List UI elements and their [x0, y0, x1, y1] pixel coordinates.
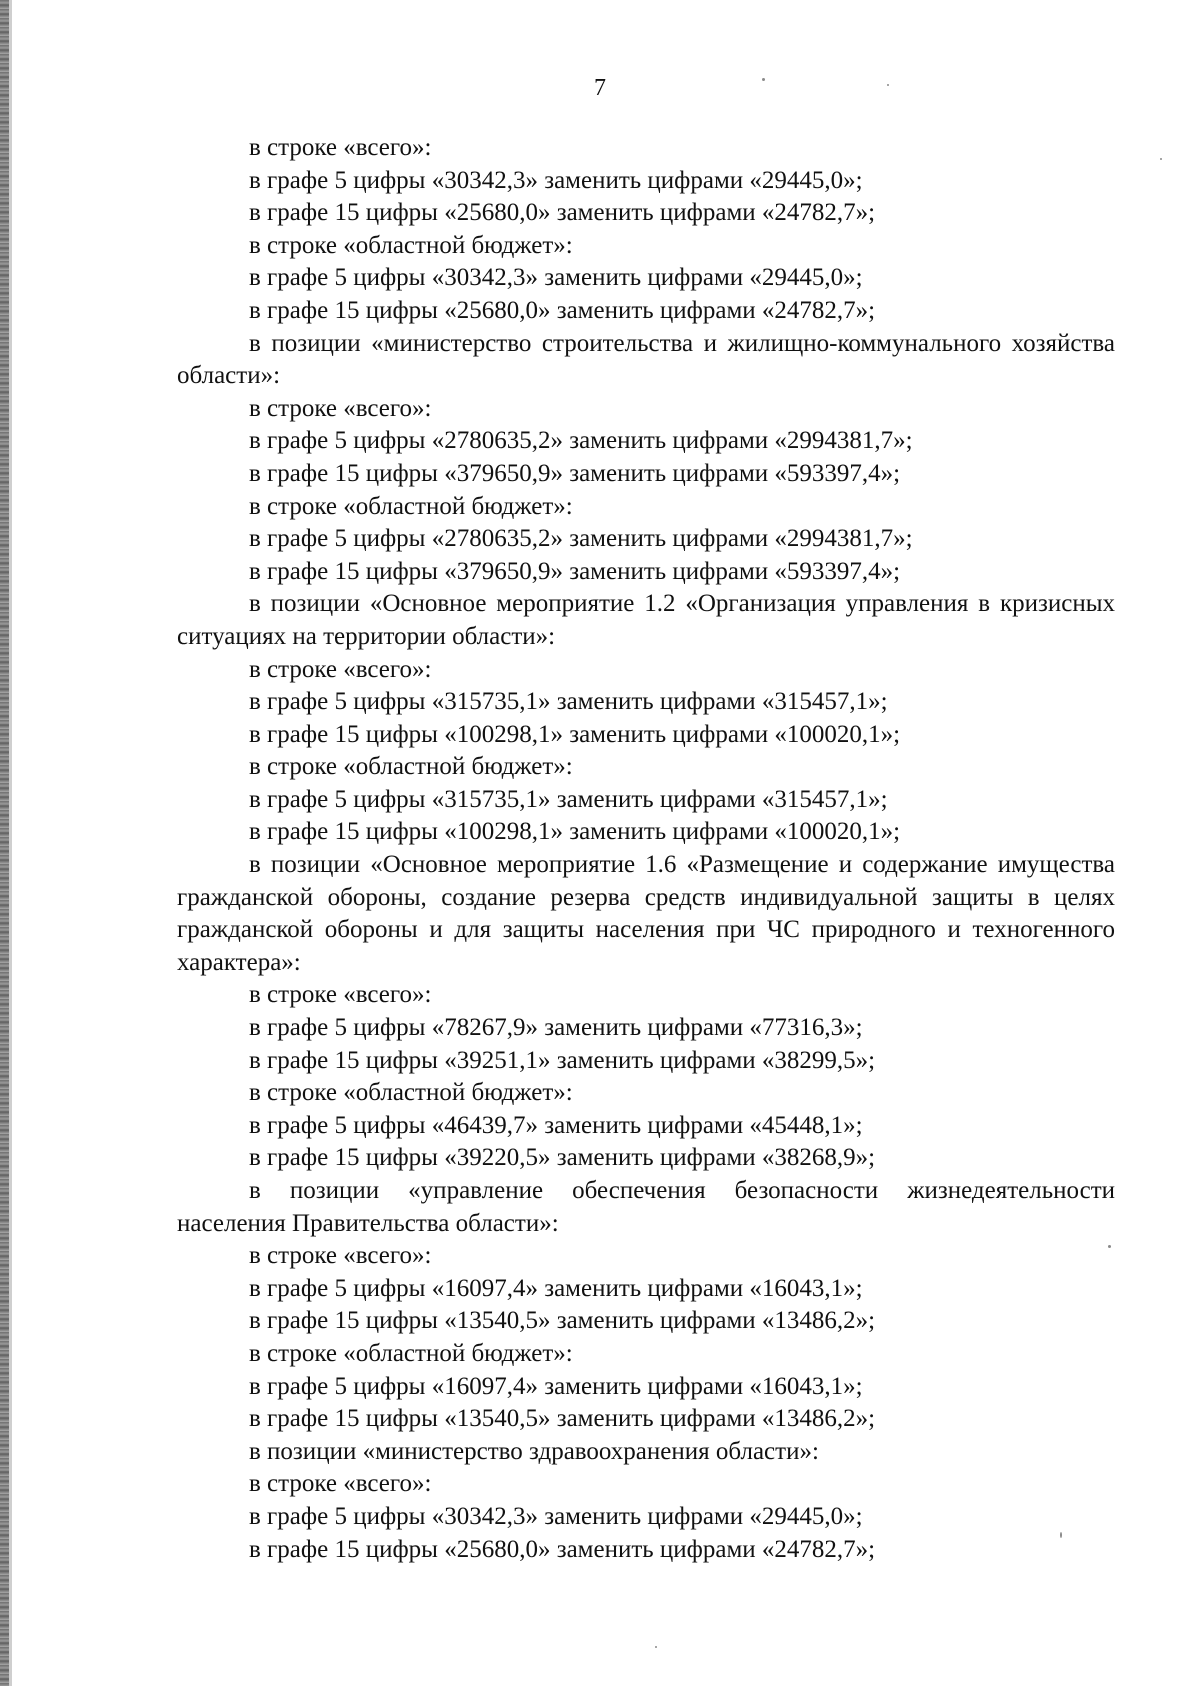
text-line: в строке «всего»: [249, 981, 432, 1009]
text-line: в строке «областной бюджет»: [249, 1339, 573, 1367]
text-line: области»: [177, 362, 281, 390]
text-line: в графе 5 цифры «315735,1» заменить цифрами «315457,1»; [249, 785, 888, 813]
text-line: в графе 5 цифры «2780635,2» заменить цифрами «2994381,7»; [249, 525, 913, 553]
text-line: в графе 15 цифры «100298,1» заменить цифрами «100020,1»; [249, 720, 901, 748]
page-number: 7 [594, 75, 606, 101]
text-line: в строке «всего»: [249, 1470, 432, 1498]
text-line: в графе 5 цифры «16097,4» заменить цифрами «16043,1»; [249, 1274, 863, 1302]
text-line: в графе 15 цифры «13540,5» заменить цифрами «13486,2»; [249, 1307, 876, 1335]
scan-speck [887, 84, 889, 86]
text-line: в позиции «министерство здравоохранения области»: [249, 1437, 819, 1465]
text-line: в графе 5 цифры «30342,3» заменить цифрами «29445,0»; [249, 264, 863, 292]
text-line: гражданской обороны, создание резерва средств индивидуальной защиты в целях [177, 883, 1115, 911]
text-line: в графе 5 цифры «46439,7» заменить цифрами «45448,1»; [249, 1111, 863, 1139]
text-line: в строке «областной бюджет»: [249, 492, 573, 520]
text-line: характера»: [177, 948, 301, 976]
text-line: в графе 5 цифры «16097,4» заменить цифрами «16043,1»; [249, 1372, 863, 1400]
scan-speck [762, 78, 765, 81]
text-line: в графе 5 цифры «2780635,2» заменить цифрами «2994381,7»; [249, 427, 913, 455]
scan-speck [1060, 1532, 1062, 1538]
scan-speck [1108, 1245, 1111, 1248]
text-line: в графе 5 цифры «315735,1» заменить цифрами «315457,1»; [249, 688, 888, 716]
text-line: в строке «областной бюджет»: [249, 1079, 573, 1107]
document-body [177, 132, 1115, 1566]
scan-speck [655, 1646, 657, 1648]
text-line: в графе 15 цифры «25680,0» заменить цифрами «24782,7»; [249, 1535, 876, 1563]
text-line: в строке «всего»: [249, 655, 432, 683]
text-line: в графе 15 цифры «379650,9» заменить цифрами «593397,4»; [249, 557, 901, 585]
text-line: в позиции «управление обеспечения безопасности жизнедеятельности [249, 1177, 1115, 1204]
text-line: в позиции «Основное мероприятие 1.6 «Размещение и содержание имущества [249, 851, 1115, 879]
text-line: в графе 15 цифры «25680,0» заменить цифрами «24782,7»; [249, 199, 876, 227]
text-line: в графе 5 цифры «30342,3» заменить цифрами «29445,0»; [249, 166, 863, 194]
scan-border-shadow [9, 0, 12, 1686]
text-line: в строке «всего»: [249, 134, 432, 161]
text-line: в строке «областной бюджет»: [249, 231, 573, 259]
text-line: в строке «всего»: [249, 394, 432, 422]
text-line: в строке «областной бюджет»: [249, 753, 573, 781]
scan-speck [1160, 158, 1162, 160]
text-line: в графе 15 цифры «39251,1» заменить цифрами «38299,5»; [249, 1046, 876, 1074]
text-line: в графе 5 цифры «30342,3» заменить цифрами «29445,0»; [249, 1502, 863, 1530]
text-line: в графе 15 цифры «100298,1» заменить цифрами «100020,1»; [249, 818, 901, 846]
text-line: в графе 15 цифры «39220,5» заменить цифрами «38268,9»; [249, 1144, 876, 1172]
text-line: в позиции «Основное мероприятие 1.2 «Организация управления в кризисных [249, 590, 1115, 618]
text-line: в графе 15 цифры «25680,0» заменить цифрами «24782,7»; [249, 296, 876, 324]
text-line: ситуациях на территории области»: [177, 622, 556, 650]
scan-border [0, 0, 9, 1686]
text-line: в строке «всего»: [249, 1242, 432, 1270]
text-line: в графе 5 цифры «78267,9» заменить цифрами «77316,3»; [249, 1014, 863, 1042]
text-line: населения Правительства области»: [177, 1209, 559, 1237]
text-line: в позиции «министерство строительства и жилищно-коммунального хозяйства [249, 329, 1115, 357]
text-line: в графе 15 цифры «13540,5» заменить цифрами «13486,2»; [249, 1405, 876, 1433]
text-line: в графе 15 цифры «379650,9» заменить цифрами «593397,4»; [249, 459, 901, 487]
text-line: гражданской обороны и для защиты населения при ЧС природного и техногенного [177, 916, 1115, 944]
